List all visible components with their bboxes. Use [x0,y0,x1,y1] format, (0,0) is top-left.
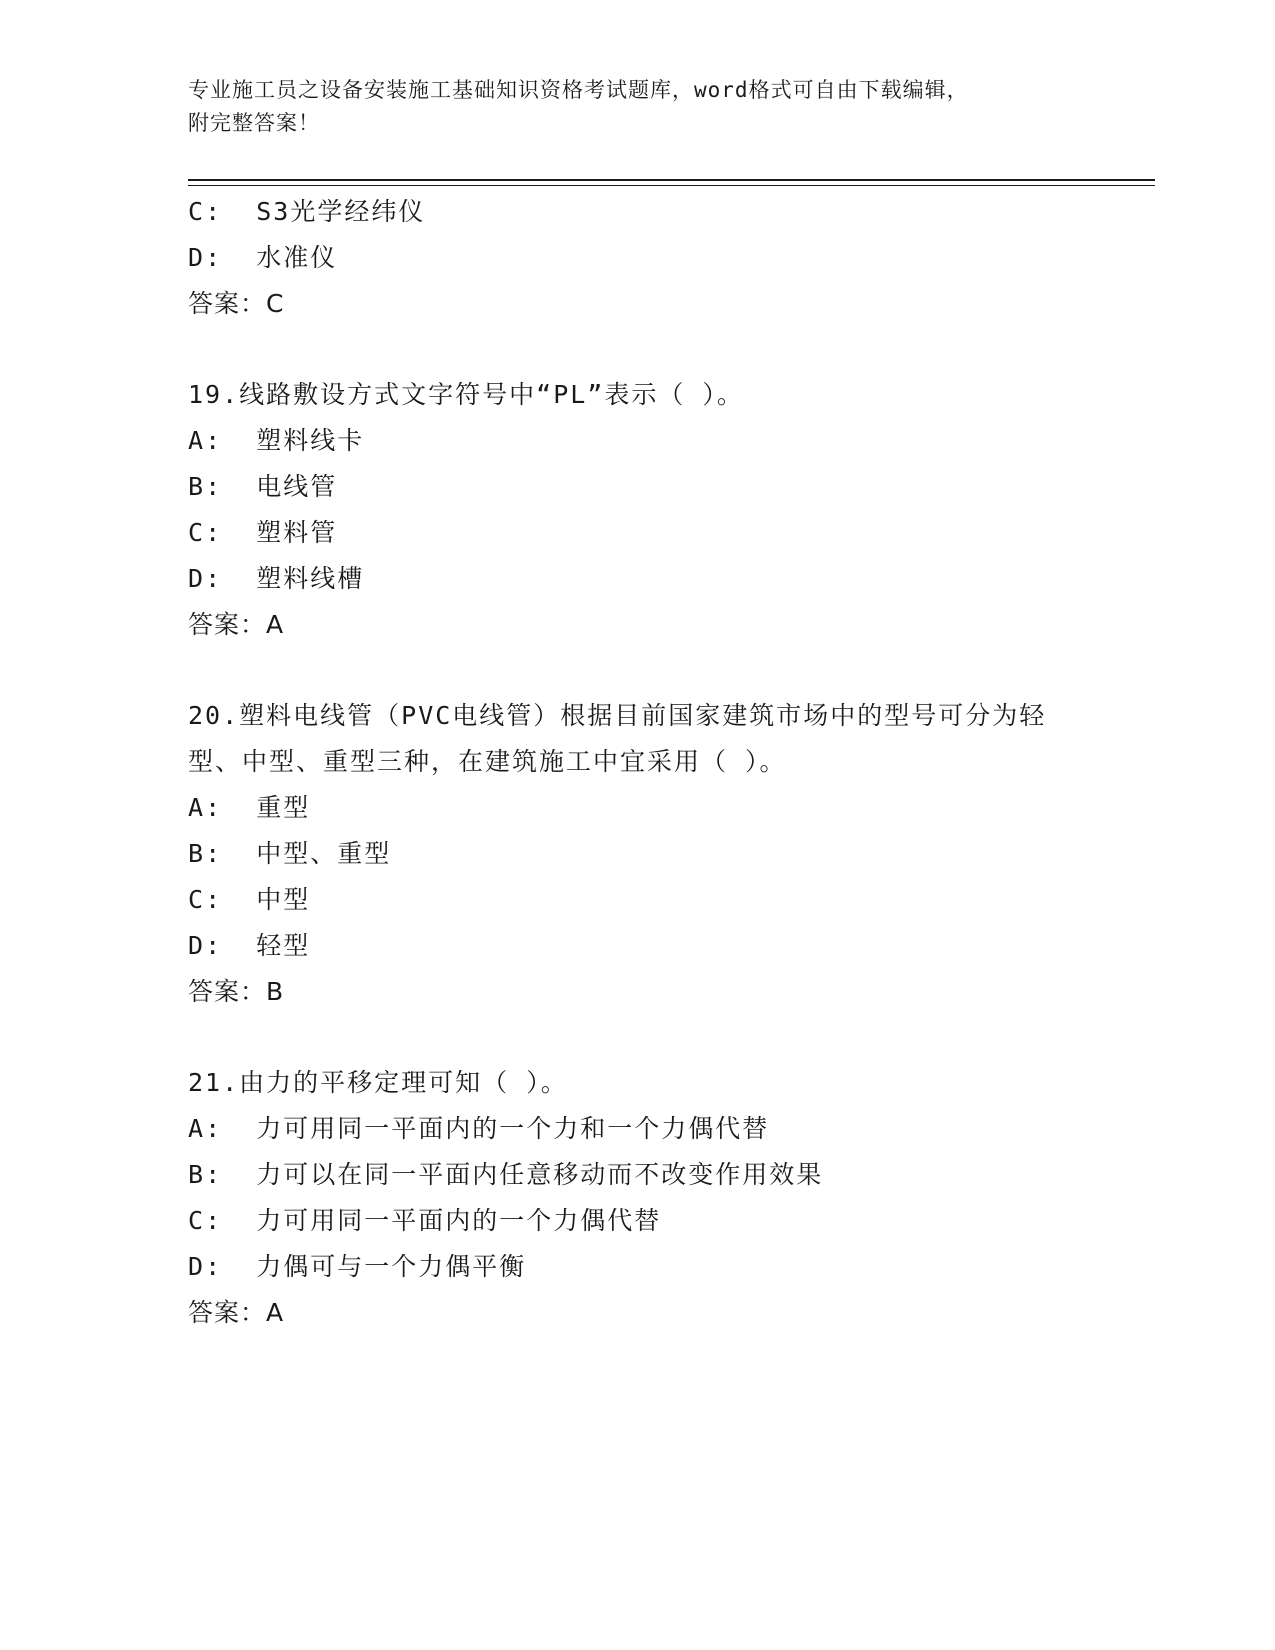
answer-line [188,281,1088,327]
question-stem: 20.塑料电线管（PVC电线管）根据目前国家建筑市场中的型号可分为轻型、中型、重型三种，在建筑施工中宜采用（ ）。 [188,701,1047,776]
question-21 [188,1060,1088,1336]
question-19 [188,372,1088,648]
option-a: A: 塑料线卡 [188,426,365,455]
option-label: A [188,1114,206,1143]
answer-value: A [266,1298,285,1327]
option-text: 重型 [256,793,311,822]
answer-value: C [266,289,285,318]
header-line-2: 附完整答案！ [188,111,320,135]
header-line-1: 专业施工员之设备安装施工基础知识资格考试题库，word格式可自由下载编辑， [188,78,969,102]
option-label: B [188,839,206,868]
option-c: C: S3光学经纬仪 [188,197,426,226]
option-label: D [188,564,206,593]
option-b: B: 电线管 [188,472,338,501]
answer-label: 答案： [188,289,267,318]
document-body [188,189,1088,1336]
answer-line [188,1290,1088,1336]
spacer [188,648,1088,693]
option-text: 水准仪 [256,243,338,272]
option-text: 中型、重型 [256,839,392,868]
option-label: C [188,885,206,914]
option-text: 力偶可与一个力偶平衡 [256,1252,527,1281]
prev-question-block [188,189,1088,327]
answer-value: A [266,610,285,639]
answer-label: 答案： [188,977,267,1006]
option-text: S3光学经纬仪 [256,197,426,226]
option-label: B [188,1160,206,1189]
document-header [188,74,1068,140]
option-text: 塑料管 [256,518,338,547]
option-b: B: 中型、重型 [188,839,392,868]
answer-line [188,969,1088,1015]
option-d: D: 轻型 [188,931,311,960]
option-text: 电线管 [256,472,338,501]
option-label: A [188,793,206,822]
answer-label: 答案： [188,1298,267,1327]
option-c: C: 力可用同一平面内的一个力偶代替 [188,1206,662,1235]
question-20 [188,693,1088,1015]
spacer [188,1015,1088,1060]
option-a: A: 力可用同一平面内的一个力和一个力偶代替 [188,1114,770,1143]
option-label: C [188,197,206,226]
answer-line [188,602,1088,648]
option-text: 塑料线槽 [256,564,365,593]
option-label: D [188,931,206,960]
option-label: A [188,426,206,455]
option-d: D: 水准仪 [188,243,338,272]
option-b: B: 力可以在同一平面内任意移动而不改变作用效果 [188,1160,824,1189]
answer-value: B [266,977,285,1006]
question-stem: 19.线路敷设方式文字符号中“PL”表示（ ）。 [188,380,744,409]
question-stem: 21.由力的平移定理可知（ ）。 [188,1068,568,1097]
option-text: 中型 [256,885,311,914]
option-label: D [188,243,206,272]
option-d: D: 力偶可与一个力偶平衡 [188,1252,527,1281]
option-c: C: 中型 [188,885,311,914]
answer-label: 答案： [188,610,267,639]
option-text: 力可以在同一平面内任意移动而不改变作用效果 [256,1160,824,1189]
option-label: C [188,1206,206,1235]
option-text: 力可用同一平面内的一个力偶代替 [256,1206,662,1235]
header-divider-thick [188,179,1155,181]
option-text: 力可用同一平面内的一个力和一个力偶代替 [256,1114,770,1143]
option-c: C: 塑料管 [188,518,338,547]
option-a: A: 重型 [188,793,311,822]
option-d: D: 塑料线槽 [188,564,365,593]
header-divider-thin [188,185,1155,186]
option-text: 轻型 [256,931,311,960]
option-label: D [188,1252,206,1281]
option-label: B [188,472,206,501]
spacer [188,327,1088,372]
option-label: C [188,518,206,547]
option-text: 塑料线卡 [256,426,365,455]
